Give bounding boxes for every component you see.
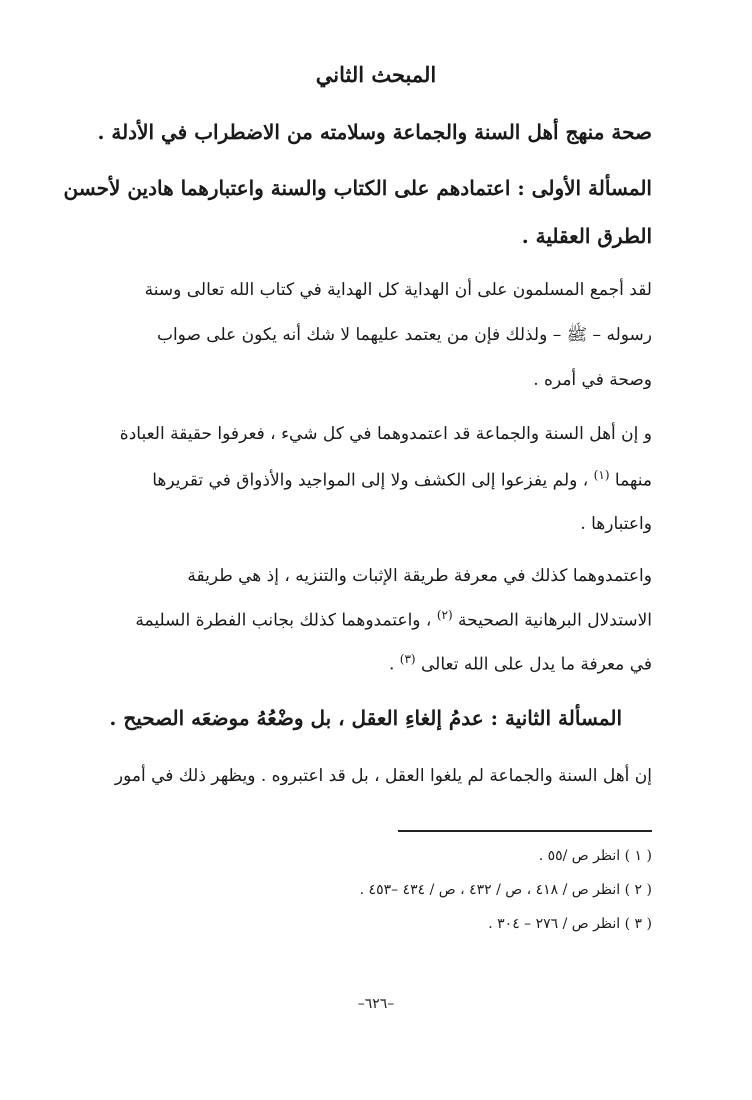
paragraph-3-line-2-start: الاستدلال البرهانية الصحيحة [458, 610, 652, 631]
paragraph-3-line-3 [389, 652, 652, 675]
page-number: –٦٢٦– [357, 996, 395, 1012]
paragraph-3-line-2-end: ، واعتمدوهما كذلك بجانب الفطرة السليمة [135, 610, 432, 631]
page-title: المبحث الثاني [315, 62, 437, 87]
paragraph-3-line-2 [135, 608, 652, 631]
footnote-3: ( ٣ ) انظر ص / ٢٧٦ – ٣٠٤ . [488, 916, 652, 932]
paragraph-1-line-3: وصحة في أمره . [533, 370, 652, 390]
paragraph-3-line-1: واعتمدوهما كذلك في معرفة طريقة الإثبات والتنزيه ، إذ هي طريقة [187, 566, 652, 586]
paragraph-2-line-2 [152, 468, 652, 491]
footnote-2: ( ٢ ) انظر ص / ٤١٨ ، ص / ٤٣٢ ، ص / ٤٣٤ –٤٥٣ . [359, 882, 652, 898]
paragraph-1-line-2: رسوله – ﷺ – ولذلك فإن من يعتمد عليهما لا شك أنه يكون على صواب [156, 325, 652, 345]
issue-one-heading-line-2: الطرق العقلية . [521, 224, 652, 248]
paragraph-2-line-2-start: منهما [614, 470, 652, 491]
paragraph-2-line-3: واعتبارها . [580, 514, 652, 534]
paragraph-3-line-3-start: في معرفة ما يدل على الله تعالى [421, 654, 652, 675]
paragraph-2-line-2-end: ، ولم يفزعوا إلى الكشف ولا إلى المواجيد والأذواق في تقريرها [152, 470, 589, 491]
footnote-ref-1: (١) [593, 468, 610, 482]
paragraph-1-line-1: لقد أجمع المسلمون على أن الهداية كل الهداية في كتاب الله تعالى وسنة [144, 280, 652, 300]
issue-two-heading: المسألة الثانية : عدمُ إلغاءِ العقل ، بل وضْعُهُ موضعَه الصحيح . [109, 706, 622, 730]
section-heading: صحة منهج أهل السنة والجماعة وسلامته من الاضطراب في الأدلة . [97, 120, 652, 144]
paragraph-4-line-1: إن أهل السنة والجماعة لم يلغوا العقل ، بل قد اعتبروه . ويظهر ذلك في أمور [114, 766, 652, 786]
footnote-1: ( ١ ) انظر ص /٥٥ . [538, 848, 652, 864]
footnote-ref-3: (٣) [399, 652, 416, 666]
footnote-ref-2: (٢) [436, 608, 453, 622]
issue-one-heading-line-1: المسألة الأولى : اعتمادهم على الكتاب والسنة واعتبارهما هادين لأحسن [63, 176, 652, 200]
footnote-separator [398, 830, 652, 832]
paragraph-3-line-3-end: . [388, 654, 395, 675]
paragraph-2-line-1: و إن أهل السنة والجماعة قد اعتمدوهما في كل شيء ، فعرفوا حقيقة العبادة [119, 424, 652, 444]
